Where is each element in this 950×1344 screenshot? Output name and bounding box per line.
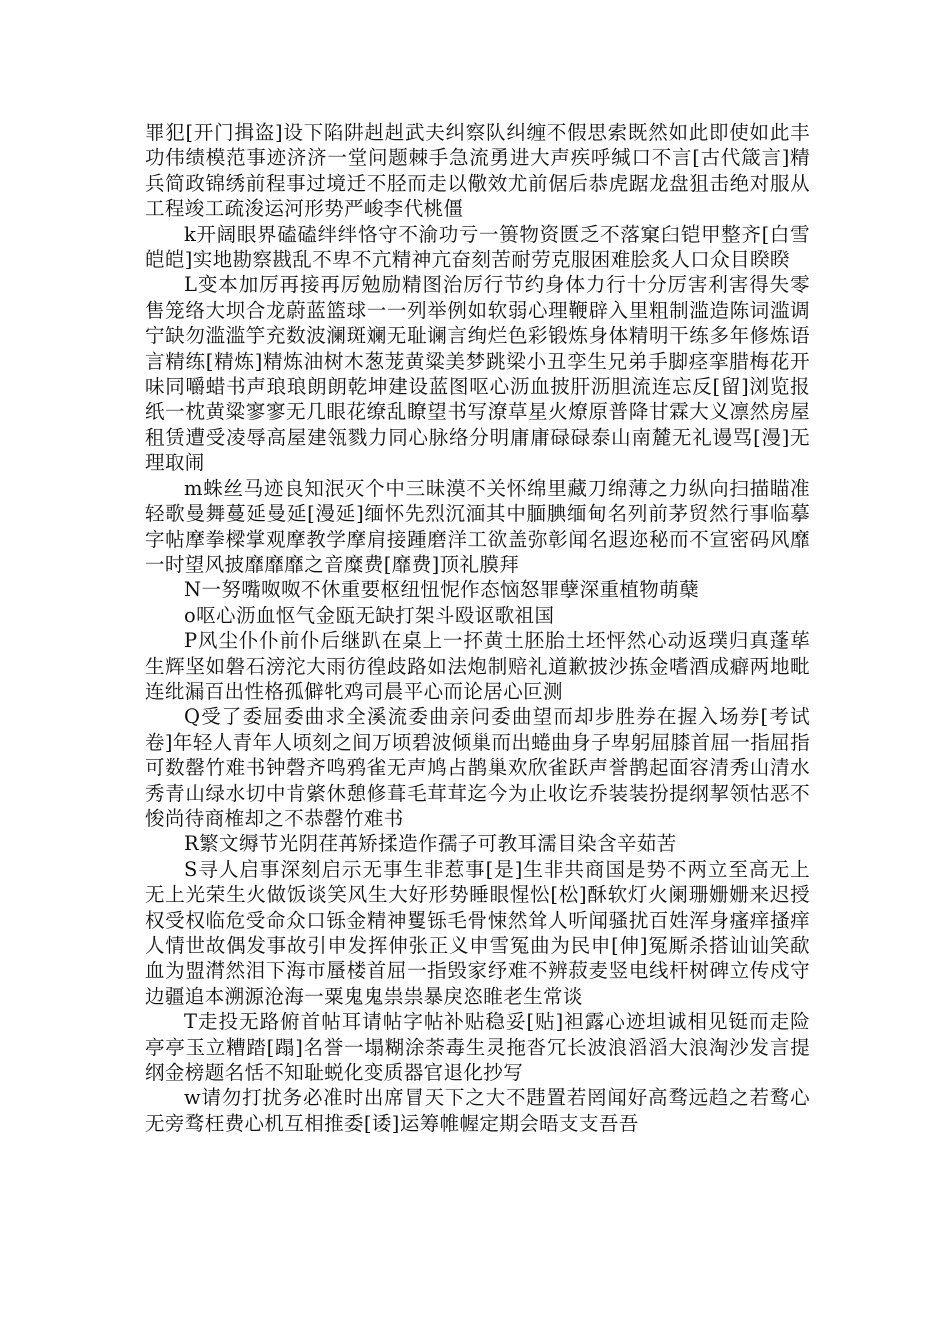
paragraph: S寻人启事深刻启示无事生非惹事[是]生非共商国是势不两立至高无上无上光荣生火做饭谈笑风生大好形势睡眼惺忪[松]酥软灯火阑珊姗姗来迟授权受权临危受命众口铄金精神矍铄毛骨悚然耸人听闻骚扰百姓浑身瘙痒搔痒人情世故偶发事故引申发挥伸张正义申雪冤曲为民申[伸]冤厮杀搭讪讪笑歃血为盟潸然泪下海市蜃楼首屈一指毁家纾难不辨菽麦竖电线杆树碑立传戍守边疆追本溯源沧海一粟鬼鬼祟祟暴戾恣睢老生常谈 <box>145 857 810 1008</box>
paragraph: L变本加厉再接再厉勉励精图治厉行节约身体力行十分厉害利害得失零售笼络大坝合龙蔚蓝篮球一一列举例如软弱心理鞭辟入里粗制滥造陈词滥调宁缺勿滥滥竽充数波澜斑斓无耻谰言绚烂色彩锻炼身体精明干练多年修炼语言精练[精炼]精炼油树木葱茏黄粱美梦跳梁小丑孪生兄弟手脚痉挛腊梅花开味同嚼蜡书声琅琅朗朗乾坤建设蓝图呕心沥血披肝沥胆流连忘反[留]浏览报纸一枕黄粱寥寥无几眼花缭乱瞭望书写潦草星火燎原普降甘霖大义凛然房屋租赁遭受凌辱高屋建瓴戮力同心脉络分明庸庸碌碌泰山南麓无礼谩骂[漫]无理取闹 <box>145 273 810 475</box>
paragraph: 罪犯[开门揖盗]设下陷阱赳赳武夫纠察队纠缠不假思索既然如此即使如此丰功伟绩模范事迹济济一堂问题棘手急流勇进大声疾呼缄口不言[古代箴言]精兵简政锦绣前程事过境迁不胫而走以儆效尤前倨后恭虎踞龙盘狙击绝对服从工程竣工疏浚运河形势严峻李代桃僵 <box>145 121 810 221</box>
document-page <box>145 120 810 1136</box>
paragraph: w请勿打扰务必准时出席冒天下之大不韪置若罔闻好高骛远趋之若鹜心无旁骛枉费心机互相推委[诿]运筹帷幄定期会晤支支吾吾 <box>145 1086 810 1135</box>
paragraph: k开阔眼界磕磕绊绊恪守不渝功亏一篑物资匮乏不落窠臼铠甲整齐[白雪皑皑]实地勘察戡乱不卑不亢精神亢奋刻苦耐劳克服困难脍炙人口众目睽睽 <box>145 222 810 272</box>
paragraph: T走投无路俯首帖耳请帖字帖补贴稳妥[贴]袒露心迹坦诚相见铤而走险亭亭玉立糟踏[蹋]名誉一塌糊涂荼毒生灵拖沓冗长波浪滔滔大浪淘沙发言提纲金榜题名恬不知耻蜕化变质器官退化抄写 <box>145 1010 810 1085</box>
paragraph: N一努嘴呶呶不休重要枢纽忸怩作态恼怒罪孽深重植物萌蘖 <box>184 578 699 602</box>
paragraph: P风尘仆仆前仆后继趴在桌上一抔黄土胚胎土坯怦然心动返璞归真蓬荜生辉坚如磐石滂沱大雨彷徨歧路如法炮制赔礼道歉披沙拣金嗜酒成癖两地毗连纰漏百出性格孤僻牝鸡司晨平心而论居心叵测 <box>145 629 810 703</box>
paragraph: Q受了委屈委曲求全溪流委曲亲问委曲望而却步胜券在握入场券[考试卷]年轻人青年人顷刻之间万顷碧波倾巢而出蜷曲身子卑躬屈膝首屈一指屈指可数罄竹难书钟磬齐鸣鸦雀无声鸠占鹊巢欢欣雀跃声誉鹊起面容清秀山清水秀青山绿水切中肯綮休憩修葺毛茸茸迄今为止收讫乔装装扮提纲挈领怙恶不悛尚待商榷却之不恭罄竹难书 <box>145 705 810 830</box>
paragraph: R繁文缛节光阴荏苒矫揉造作孺子可教耳濡目染含辛茹苦 <box>184 832 677 856</box>
paragraph: o呕心沥血怄气金瓯无缺打架斗殴讴歌祖国 <box>184 603 555 627</box>
paragraph: m蛛丝马迹良知泯灭个中三昧漠不关怀绵里藏刀绵薄之力纵向扫描瞄准轻歌曼舞蔓延曼延[漫延]缅怀先烈沉湎其中腼腆缅甸名列前茅贸然行事临摹字帖摩拳樑掌观摩教学摩肩接踵磨洋工欲盖弥彰闻名遐迩秘而不宣密码风靡一时望风披靡靡靡之音糜费[靡费]顶礼膜拜 <box>145 476 810 576</box>
